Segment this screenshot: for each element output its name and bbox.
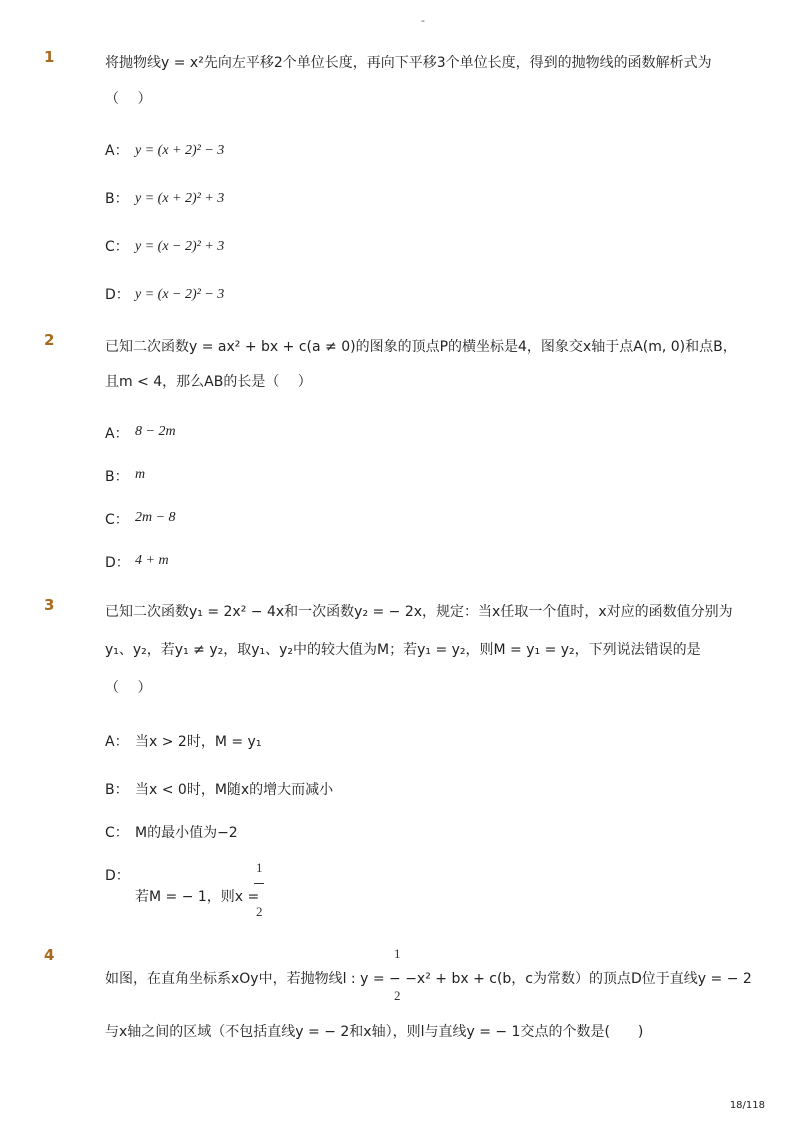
question-text: 将抛物线y = x²先向左平移2个单位长度，再向下平移3个单位长度，得到的抛物线的函数解析式为 [105, 55, 712, 71]
question-text: （ ） [105, 91, 152, 107]
option-text: M的最小值为−2 [135, 825, 238, 841]
page-number: 18/118 [729, 1100, 765, 1111]
header-dash: - [421, 14, 425, 27]
option-text: 当x < 0时，M随x的增大而减小 [135, 782, 334, 798]
option-label: D： [105, 868, 130, 884]
question-number: 1 [44, 48, 55, 66]
option-label: B： [105, 782, 129, 798]
option-label: C： [105, 239, 129, 255]
option-label: D： [105, 287, 130, 303]
option-label: C： [105, 512, 129, 528]
option-expression: y = (x − 2)² − 3 [135, 287, 225, 302]
question-text: 已知二次函数y = ax² + bx + c(a ≠ 0)的图象的顶点P的横坐标是4，图象交x轴于点A(m, 0)和点B， [105, 339, 737, 355]
option-expression: 4 + m [135, 553, 169, 568]
fraction-numerator: 1 [394, 946, 401, 961]
option-expression: y = (x + 2)² − 3 [135, 143, 225, 158]
question-number: 3 [44, 596, 55, 614]
option-label: B： [105, 469, 129, 485]
option-label: A： [105, 426, 129, 442]
question-text: y₁、y₂，若y₁ ≠ y₂，取y₁、y₂中的较大值为M；若y₁ = y₂，则M = y₁ = y₂，下列说法错误的是 [105, 642, 701, 658]
option-label: B： [105, 191, 129, 207]
fraction-numerator: 1 [256, 860, 263, 875]
question-number: 4 [44, 946, 55, 964]
option-expression: y = (x + 2)² + 3 [135, 191, 225, 206]
option-expression: 2m − 8 [135, 510, 176, 525]
option-expression: y = (x − 2)² + 3 [135, 239, 225, 254]
fraction-denominator: 2 [256, 904, 263, 919]
option-label: C： [105, 825, 129, 841]
question-text: 如图，在直角坐标系xOy中，若抛物线l : y = − −x² + bx + c(b，c为常数）的顶点D位于直线y = − 2 [105, 971, 752, 987]
option-expression: 8 − 2m [135, 424, 176, 439]
fraction-bar [254, 883, 264, 884]
option-label: A： [105, 143, 129, 159]
option-expression: m [135, 467, 146, 482]
question-number: 2 [44, 331, 55, 349]
option-text: 若M = − 1，则x = [135, 889, 260, 905]
option-text: 当x > 2时，M = y₁ [135, 734, 262, 750]
fraction-denominator: 2 [394, 988, 401, 1003]
question-text: 与x轴之间的区域（不包括直线y = − 2和x轴），则l与直线y = − 1交点的个数是( ) [105, 1024, 644, 1040]
option-label: A： [105, 734, 129, 750]
question-text: （ ） [105, 680, 152, 696]
question-text: 且m < 4，那么AB的长是（ ） [105, 374, 312, 390]
option-label: D： [105, 555, 130, 571]
question-text: 已知二次函数y₁ = 2x² − 4x和一次函数y₂ = − 2x，规定：当x任取一个值时，x对应的函数值分别为 [105, 604, 733, 620]
